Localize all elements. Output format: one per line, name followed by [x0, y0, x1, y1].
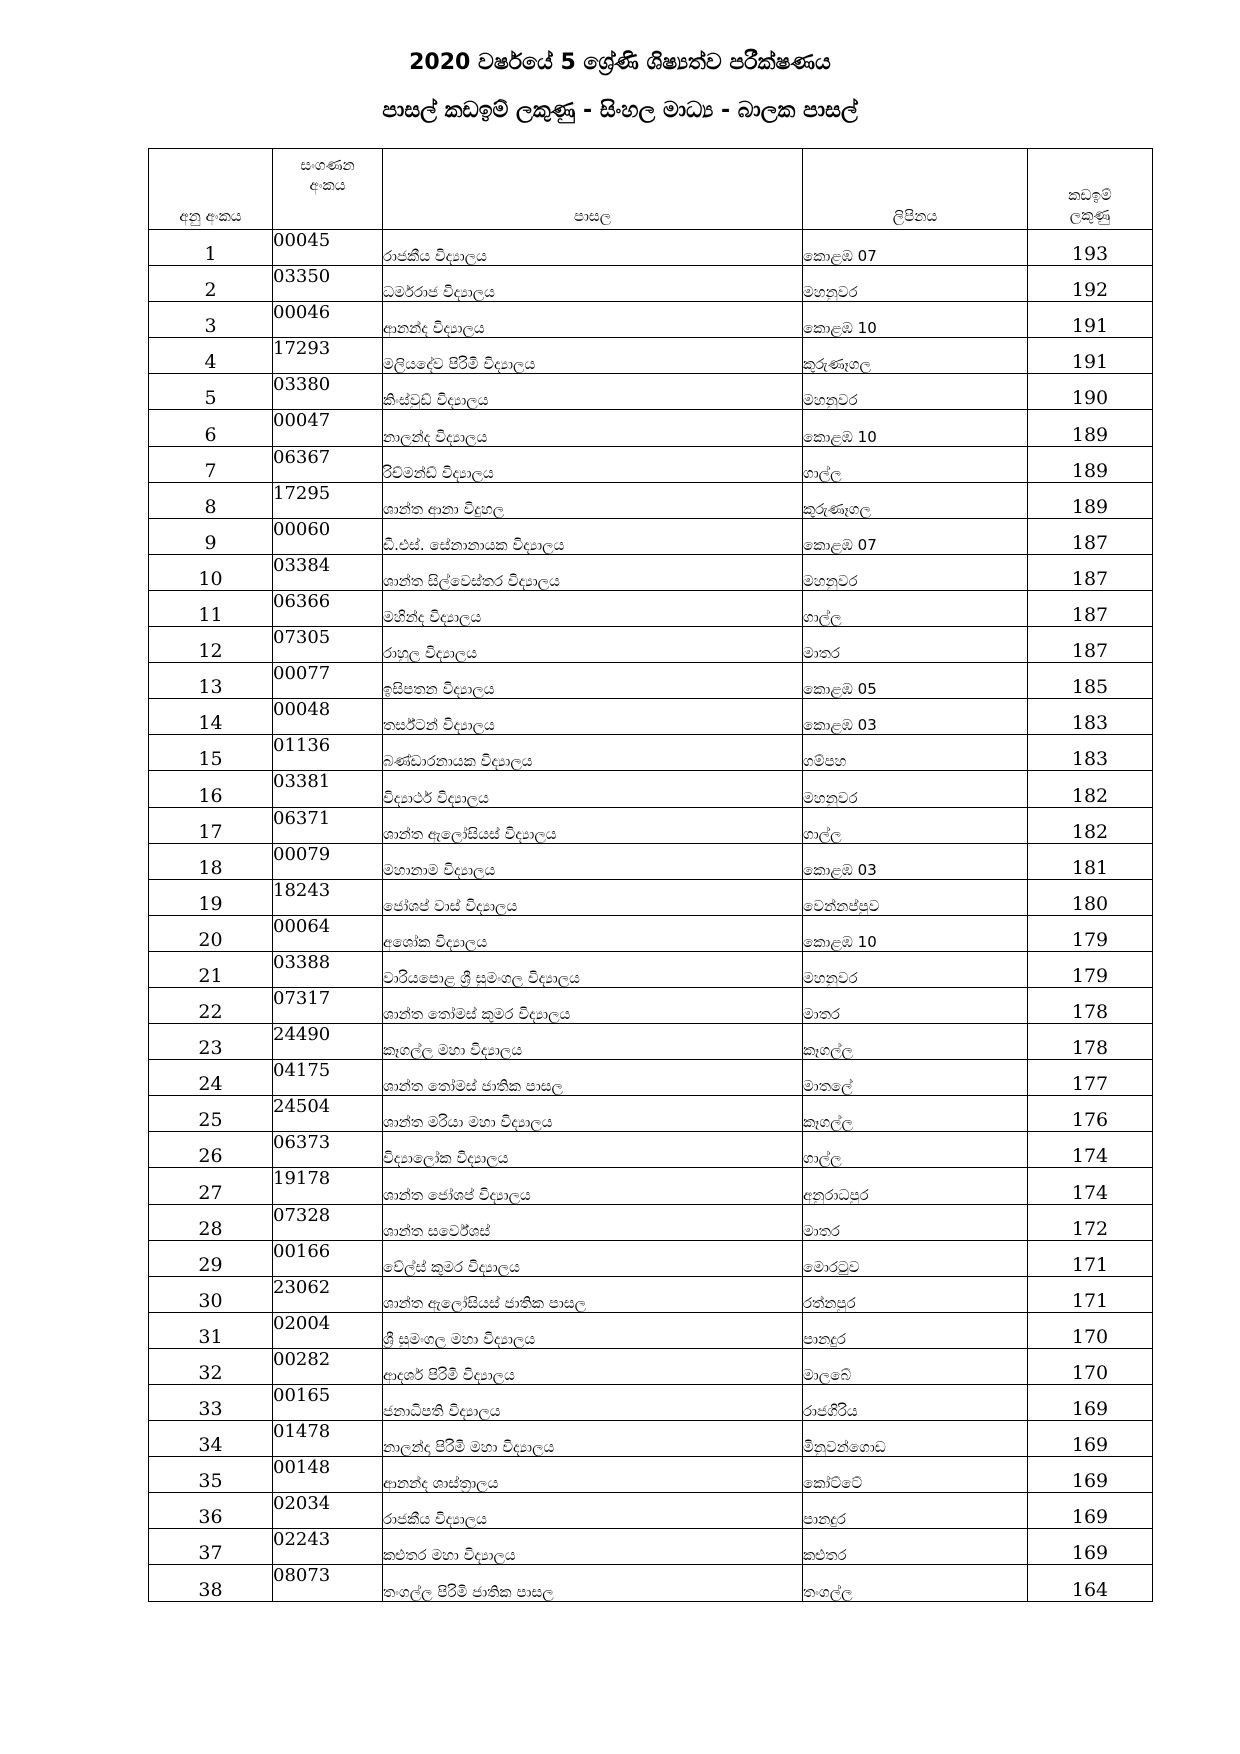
serial-cell: 8: [149, 482, 273, 518]
city-cell: මාතලේ: [803, 1060, 1028, 1096]
code-cell: 04175: [273, 1060, 383, 1096]
cutoff-marks-table: [148, 148, 1153, 1602]
table-row: [149, 663, 1153, 699]
cutoff-mark-cell: 170: [1028, 1312, 1153, 1348]
city-cell: මාතර: [803, 987, 1028, 1023]
table-row: [149, 1096, 1153, 1132]
table-row: [149, 338, 1153, 374]
school-name-cell: රාජකීය විද්‍යාලය: [383, 230, 803, 266]
city-cell: කොළඹ 10: [803, 302, 1028, 338]
school-name-cell: වේල්ස් කුමර විද්‍යාලය: [383, 1240, 803, 1276]
school-name-cell: නාලන්දා පිරිමි මහා විද්‍යාලය: [383, 1421, 803, 1457]
school-name-cell: රාජකීය විද්‍යාලය: [383, 1493, 803, 1529]
city-cell: රත්නපුර: [803, 1276, 1028, 1312]
cutoff-mark-cell: 177: [1028, 1060, 1153, 1096]
cutoff-mark-cell: 179: [1028, 951, 1153, 987]
code-cell: 00282: [273, 1348, 383, 1384]
cutoff-mark-cell: 183: [1028, 735, 1153, 771]
city-cell: මහනුවර: [803, 951, 1028, 987]
code-cell: 00079: [273, 843, 383, 879]
cutoff-mark-cell: 169: [1028, 1529, 1153, 1565]
column-header-city: ලිපිනය: [803, 149, 1028, 230]
cutoff-mark-cell: 187: [1028, 590, 1153, 626]
table-row: [149, 1276, 1153, 1312]
column-header-code: [273, 149, 383, 230]
school-name-cell: කිංස්වුඩ් විද්‍යාලය: [383, 374, 803, 410]
serial-cell: 6: [149, 410, 273, 446]
table-row: [149, 230, 1153, 266]
code-cell: 03388: [273, 951, 383, 987]
table-row: [149, 1421, 1153, 1457]
city-cell: මිනුවන්ගොඩ: [803, 1421, 1028, 1457]
table-row: [149, 1493, 1153, 1529]
serial-cell: 19: [149, 879, 273, 915]
cutoff-mark-cell: 187: [1028, 518, 1153, 554]
code-cell: 23062: [273, 1276, 383, 1312]
serial-cell: 7: [149, 446, 273, 482]
school-name-cell: ඉසිපතන විද්‍යාලය: [383, 663, 803, 699]
table-row: [149, 1168, 1153, 1204]
school-name-cell: තංගල්ල පිරිමි ජාතික පාසල: [383, 1565, 803, 1601]
city-cell: ගම්පහ: [803, 735, 1028, 771]
school-name-cell: මහානාම විද්‍යාලය: [383, 843, 803, 879]
city-cell: මහනුවර: [803, 554, 1028, 590]
code-cell: 17295: [273, 482, 383, 518]
cutoff-mark-cell: 178: [1028, 1024, 1153, 1060]
serial-cell: 27: [149, 1168, 273, 1204]
code-cell: 06373: [273, 1132, 383, 1168]
school-name-cell: රිච්මන්ඩ් විද්‍යාලය: [383, 446, 803, 482]
serial-cell: 38: [149, 1565, 273, 1601]
cutoff-mark-cell: 174: [1028, 1132, 1153, 1168]
school-name-cell: ශාන්ත තෝමස් කුමර විද්‍යාලය: [383, 987, 803, 1023]
cutoff-mark-cell: 193: [1028, 230, 1153, 266]
table-row: [149, 1565, 1153, 1601]
table-row: [149, 807, 1153, 843]
code-cell: 24490: [273, 1024, 383, 1060]
serial-cell: 35: [149, 1457, 273, 1493]
city-cell: කෑගල්ල: [803, 1096, 1028, 1132]
school-name-cell: මහින්ද විද්‍යාලය: [383, 590, 803, 626]
cutoff-mark-cell: 189: [1028, 482, 1153, 518]
table-row: [149, 1204, 1153, 1240]
table-row: [149, 1348, 1153, 1384]
table-row: [149, 915, 1153, 951]
serial-cell: 25: [149, 1096, 273, 1132]
serial-cell: 5: [149, 374, 273, 410]
cutoff-mark-cell: 176: [1028, 1096, 1153, 1132]
table-row: [149, 446, 1153, 482]
school-name-cell: ශාන්ත සර්වේශස්: [383, 1204, 803, 1240]
city-cell: කොළඹ 10: [803, 915, 1028, 951]
column-header-school: පාසල: [383, 149, 803, 230]
city-cell: කොළඹ 03: [803, 699, 1028, 735]
city-cell: මහනුවර: [803, 266, 1028, 302]
code-cell: 08073: [273, 1565, 383, 1601]
city-cell: කෝට්ටේ: [803, 1457, 1028, 1493]
code-cell: 02004: [273, 1312, 383, 1348]
school-name-cell: ආදර්ශ පිරිමි විද්‍යාලය: [383, 1348, 803, 1384]
table-row: [149, 987, 1153, 1023]
serial-cell: 14: [149, 699, 273, 735]
table-row: [149, 518, 1153, 554]
serial-cell: 34: [149, 1421, 273, 1457]
page-title: 2020 වර්ෂයේ 5 ශ්‍රේණි ශිෂ්‍යත්ව පරීක්ෂණය: [409, 50, 831, 75]
city-cell: කොළඹ 10: [803, 410, 1028, 446]
serial-cell: 36: [149, 1493, 273, 1529]
cutoff-mark-cell: 169: [1028, 1421, 1153, 1457]
code-cell: 07317: [273, 987, 383, 1023]
city-cell: කොළඹ 07: [803, 518, 1028, 554]
table-row: [149, 302, 1153, 338]
school-name-cell: වාරියපොළ ශ්‍රී සුමංගල විද්‍යාලය: [383, 951, 803, 987]
serial-cell: 11: [149, 590, 273, 626]
cutoff-mark-cell: 181: [1028, 843, 1153, 879]
column-header-serial: අනු අංකය: [149, 149, 273, 230]
cutoff-mark-cell: 171: [1028, 1240, 1153, 1276]
code-cell: 01136: [273, 735, 383, 771]
city-cell: කෑගල්ල: [803, 1024, 1028, 1060]
serial-cell: 17: [149, 807, 273, 843]
table-row: [149, 590, 1153, 626]
city-cell: ගාල්ල: [803, 446, 1028, 482]
table-row: [149, 554, 1153, 590]
code-cell: 00046: [273, 302, 383, 338]
page-subtitle: පාසල් කඩඉම් ලකුණු - සිංහල මාධ්‍ය - බාලක පාසල්: [382, 98, 858, 123]
school-name-cell: විද්‍යාර්ථ විද්‍යාලය: [383, 771, 803, 807]
school-name-cell: අශෝක විද්‍යාලය: [383, 915, 803, 951]
serial-cell: 24: [149, 1060, 273, 1096]
code-cell: 06367: [273, 446, 383, 482]
cutoff-mark-cell: 182: [1028, 771, 1153, 807]
code-cell: 24504: [273, 1096, 383, 1132]
column-header-cutoff-text: කඩඉම් ලකුණු: [1068, 186, 1112, 224]
cutoff-mark-cell: 191: [1028, 302, 1153, 338]
serial-cell: 20: [149, 915, 273, 951]
school-name-cell: ආනන්ද විද්‍යාලය: [383, 302, 803, 338]
code-cell: 00045: [273, 230, 383, 266]
city-cell: මහනුවර: [803, 771, 1028, 807]
school-name-cell: ශාන්ත මරියා මහා විද්‍යාලය: [383, 1096, 803, 1132]
city-cell: මාතර: [803, 1204, 1028, 1240]
city-cell: පානදුර: [803, 1312, 1028, 1348]
school-name-cell: විද්‍යාලෝක විද්‍යාලය: [383, 1132, 803, 1168]
cutoff-mark-cell: 187: [1028, 554, 1153, 590]
cutoff-mark-cell: 174: [1028, 1168, 1153, 1204]
cutoff-mark-cell: 169: [1028, 1385, 1153, 1421]
code-cell: 03350: [273, 266, 383, 302]
school-name-cell: නාලන්ද විද්‍යාලය: [383, 410, 803, 446]
serial-cell: 12: [149, 627, 273, 663]
code-cell: 17293: [273, 338, 383, 374]
school-name-cell: ශාන්ත ජෝශප් විද්‍යාලය: [383, 1168, 803, 1204]
table-row: [149, 699, 1153, 735]
code-cell: 07328: [273, 1204, 383, 1240]
cutoff-mark-cell: 192: [1028, 266, 1153, 302]
serial-cell: 13: [149, 663, 273, 699]
school-name-cell: ශාන්ත ඇලෝසියස් ජාතික පාසල: [383, 1276, 803, 1312]
school-name-cell: කෑගල්ල මහා විද්‍යාලය: [383, 1024, 803, 1060]
city-cell: කුරුණෑගල: [803, 338, 1028, 374]
cutoff-mark-cell: 169: [1028, 1493, 1153, 1529]
table-row: [149, 1132, 1153, 1168]
school-name-cell: ශාන්ත ඇලෝසියස් විද්‍යාලය: [383, 807, 803, 843]
table-row: [149, 374, 1153, 410]
serial-cell: 31: [149, 1312, 273, 1348]
city-cell: රාජගිරිය: [803, 1385, 1028, 1421]
code-cell: 07305: [273, 627, 383, 663]
school-name-cell: ජනාධිපති විද්‍යාලය: [383, 1385, 803, 1421]
school-name-cell: ජෝශප් වාස් විද්‍යාලය: [383, 879, 803, 915]
code-cell: 19178: [273, 1168, 383, 1204]
school-name-cell: ශාන්ත ආනා විදුහල: [383, 482, 803, 518]
cutoff-mark-cell: 190: [1028, 374, 1153, 410]
city-cell: කුරුණෑගල: [803, 482, 1028, 518]
school-name-cell: ශාන්ත තෝමස් ජාතික පාසල: [383, 1060, 803, 1096]
city-cell: කොළඹ 07: [803, 230, 1028, 266]
code-cell: 00060: [273, 518, 383, 554]
serial-cell: 29: [149, 1240, 273, 1276]
city-cell: ගාල්ල: [803, 590, 1028, 626]
serial-cell: 32: [149, 1348, 273, 1384]
school-name-cell: ආනන්ද ශාස්ත්‍රාලය: [383, 1457, 803, 1493]
cutoff-mark-cell: 183: [1028, 699, 1153, 735]
school-name-cell: ශාන්ත සිල්වෙස්තර විද්‍යාලය: [383, 554, 803, 590]
school-name-cell: තර්ස්ටන් විද්‍යාලය: [383, 699, 803, 735]
serial-cell: 3: [149, 302, 273, 338]
cutoff-mark-cell: 189: [1028, 410, 1153, 446]
table-row: [149, 735, 1153, 771]
code-cell: 00077: [273, 663, 383, 699]
cutoff-mark-cell: 189: [1028, 446, 1153, 482]
table-row: [149, 482, 1153, 518]
table-row: [149, 1312, 1153, 1348]
table-row: [149, 951, 1153, 987]
serial-cell: 23: [149, 1024, 273, 1060]
city-cell: අනුරාධපුර: [803, 1168, 1028, 1204]
school-name-cell: ඩී.එස්. සේනානායක විද්‍යාලය: [383, 518, 803, 554]
cutoff-mark-cell: 191: [1028, 338, 1153, 374]
code-cell: 00165: [273, 1385, 383, 1421]
cutoff-mark-cell: 185: [1028, 663, 1153, 699]
serial-cell: 28: [149, 1204, 273, 1240]
school-name-cell: ශ්‍රී සුමංගල මහා විද්‍යාලය: [383, 1312, 803, 1348]
city-cell: පානදුර: [803, 1493, 1028, 1529]
serial-cell: 15: [149, 735, 273, 771]
table-row: [149, 1024, 1153, 1060]
code-cell: 00047: [273, 410, 383, 446]
code-cell: 03381: [273, 771, 383, 807]
serial-cell: 37: [149, 1529, 273, 1565]
school-name-cell: බණ්ඩාරනායක විද්‍යාලය: [383, 735, 803, 771]
cutoff-mark-cell: 164: [1028, 1565, 1153, 1601]
school-name-cell: රාහුල විද්‍යාලය: [383, 627, 803, 663]
table-row: [149, 1457, 1153, 1493]
table-row: [149, 1060, 1153, 1096]
school-name-cell: ධර්මරාජ විද්‍යාලය: [383, 266, 803, 302]
table-row: [149, 771, 1153, 807]
code-cell: 06366: [273, 590, 383, 626]
city-cell: මාලබේ: [803, 1348, 1028, 1384]
school-name-cell: මලියදේව පිරිමි විද්‍යාලය: [383, 338, 803, 374]
code-cell: 02243: [273, 1529, 383, 1565]
city-cell: කළුතර: [803, 1529, 1028, 1565]
cutoff-mark-cell: 169: [1028, 1457, 1153, 1493]
city-cell: මහනුවර: [803, 374, 1028, 410]
code-cell: 00064: [273, 915, 383, 951]
column-header-cutoff: [1028, 149, 1153, 230]
city-cell: කොළඹ 03: [803, 843, 1028, 879]
code-cell: 06371: [273, 807, 383, 843]
city-cell: මොරටුව: [803, 1240, 1028, 1276]
serial-cell: 33: [149, 1385, 273, 1421]
code-cell: 18243: [273, 879, 383, 915]
school-name-cell: කළුතර මහා විද්‍යාලය: [383, 1529, 803, 1565]
table-row: [149, 1529, 1153, 1565]
code-cell: 03380: [273, 374, 383, 410]
city-cell: වෙන්නප්පුව: [803, 879, 1028, 915]
serial-cell: 16: [149, 771, 273, 807]
serial-cell: 1: [149, 230, 273, 266]
city-cell: කොළඹ 05: [803, 663, 1028, 699]
code-cell: 03384: [273, 554, 383, 590]
cutoff-mark-cell: 178: [1028, 987, 1153, 1023]
table-header-row: [149, 149, 1153, 230]
city-cell: තංගල්ල: [803, 1565, 1028, 1601]
table-row: [149, 627, 1153, 663]
code-cell: 02034: [273, 1493, 383, 1529]
cutoff-mark-cell: 172: [1028, 1204, 1153, 1240]
column-header-code-text: සංගණන අංකය: [300, 156, 355, 195]
code-cell: 00148: [273, 1457, 383, 1493]
serial-cell: 22: [149, 987, 273, 1023]
table-row: [149, 1240, 1153, 1276]
code-cell: 00166: [273, 1240, 383, 1276]
serial-cell: 4: [149, 338, 273, 374]
serial-cell: 18: [149, 843, 273, 879]
cutoff-mark-cell: 182: [1028, 807, 1153, 843]
serial-cell: 21: [149, 951, 273, 987]
serial-cell: 9: [149, 518, 273, 554]
serial-cell: 10: [149, 554, 273, 590]
cutoff-mark-cell: 180: [1028, 879, 1153, 915]
cutoff-mark-cell: 171: [1028, 1276, 1153, 1312]
table-row: [149, 843, 1153, 879]
code-cell: 01478: [273, 1421, 383, 1457]
serial-cell: 2: [149, 266, 273, 302]
city-cell: මාතර: [803, 627, 1028, 663]
table-row: [149, 410, 1153, 446]
table-row: [149, 879, 1153, 915]
table-row: [149, 1385, 1153, 1421]
serial-cell: 30: [149, 1276, 273, 1312]
city-cell: ගාල්ල: [803, 807, 1028, 843]
cutoff-mark-cell: 187: [1028, 627, 1153, 663]
city-cell: ගාල්ල: [803, 1132, 1028, 1168]
code-cell: 00048: [273, 699, 383, 735]
cutoff-mark-cell: 170: [1028, 1348, 1153, 1384]
serial-cell: 26: [149, 1132, 273, 1168]
table-row: [149, 266, 1153, 302]
cutoff-mark-cell: 179: [1028, 915, 1153, 951]
